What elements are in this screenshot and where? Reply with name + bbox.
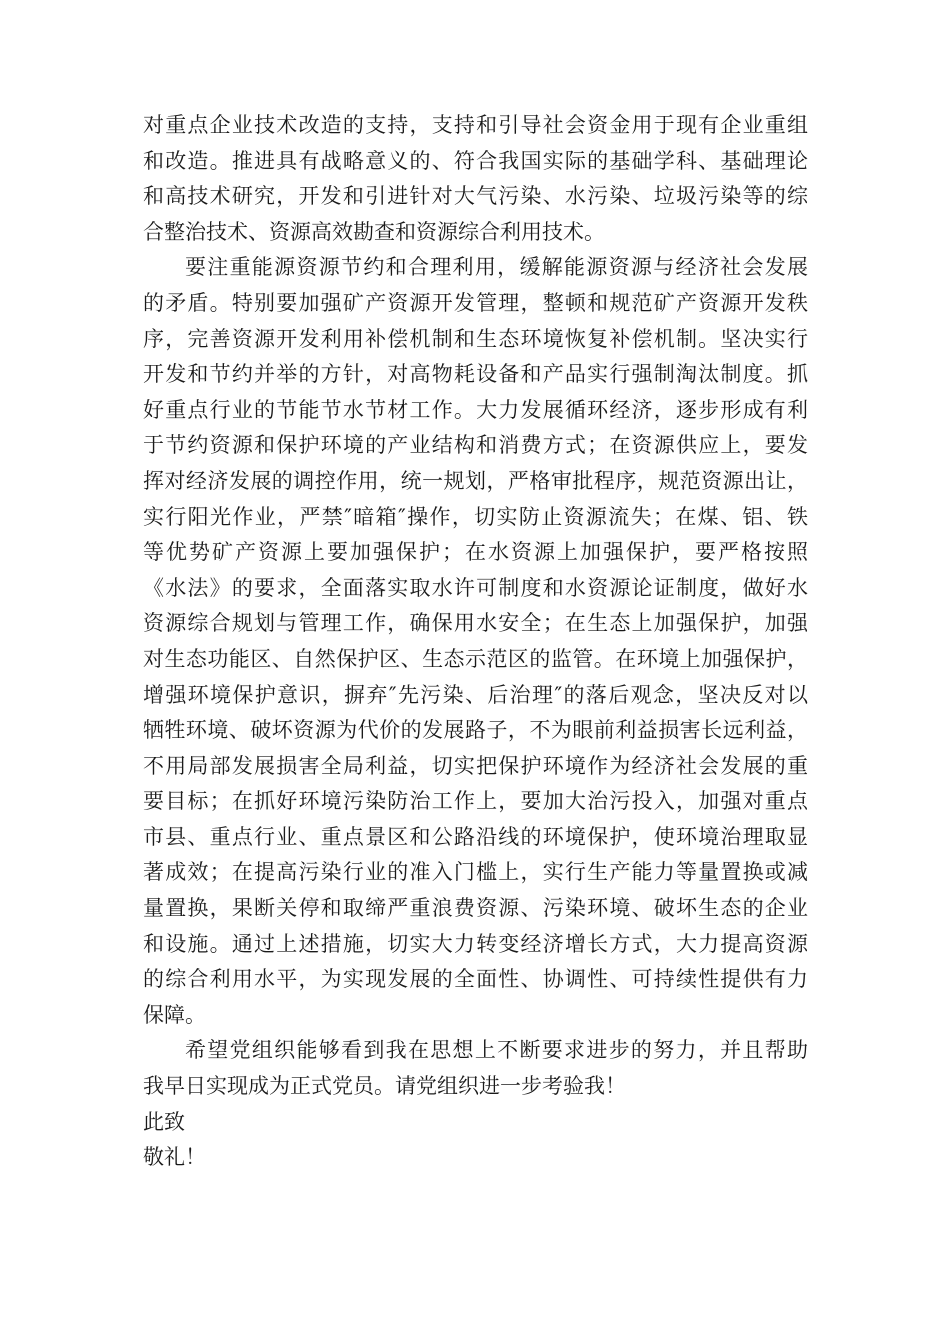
text-line: 对重点企业技术改造的支持，支持和引导社会资金用于现有企业重组	[143, 113, 808, 137]
text-line: 于节约资源和保护环境的产业结构和消费方式；在资源供应上，要发	[143, 433, 808, 458]
text-line: 要目标；在抓好环境污染防治工作上，要加大治污投入，加强对重点	[143, 789, 808, 814]
paragraph-1	[143, 108, 808, 250]
text-line: 市县、重点行业、重点景区和公路沿线的环境保护，使环境治理取显	[143, 824, 808, 849]
text-line: 合整治技术、资源高效勘查和资源综合利用技术。	[143, 219, 605, 244]
text-line: 的综合利用水平，为实现发展的全面性、协调性、可持续性提供有力	[143, 967, 808, 992]
text-line: 牺牲环境、破坏资源为代价的发展路子，不为眼前利益损害长远利益，	[143, 718, 808, 743]
text-line: 要注重能源资源节约和合理利用，缓解能源资源与经济社会发展	[185, 255, 808, 280]
text-line: 好重点行业的节能节水节材工作。大力发展循环经济，逐步形成有利	[143, 397, 808, 422]
text-line: 和改造。推进具有战略意义的、符合我国实际的基础学科、基础理论	[143, 148, 808, 173]
text-line: 《水法》的要求，全面落实取水许可制度和水资源论证制度，做好水	[143, 575, 808, 600]
text-line: 希望党组织能够看到我在思想上不断要求进步的努力，并且帮助	[185, 1038, 808, 1063]
text-line: 序，完善资源开发利用补偿机制和生态环境恢复补偿机制。坚决实行	[143, 326, 808, 351]
paragraph-3	[143, 1033, 808, 1104]
text-line: 挥对经济发展的调控作用，统一规划，严格审批程序，规范资源出让，	[143, 468, 808, 493]
closing-greeting: 此致	[143, 1109, 185, 1134]
closing-salute: 敬礼！	[143, 1145, 206, 1170]
text-line: 不用局部发展损害全局利益，切实把保护环境作为经济社会发展的重	[143, 753, 808, 778]
text-line: 增强环境保护意识，摒弃″先污染、后治理″的落后观念，坚决反对以	[143, 682, 808, 707]
text-line: 我早日实现成为正式党员。请党组织进一步考验我！	[143, 1074, 626, 1099]
text-line: 和设施。通过上述措施，切实大力转变经济增长方式，大力提高资源	[143, 931, 808, 956]
text-line: 开发和节约并举的方针，对高物耗设备和产品实行强制淘汰制度。抓	[143, 362, 808, 387]
letter-body	[143, 108, 808, 1176]
text-line: 保障。	[143, 1002, 206, 1027]
paragraph-2	[143, 250, 808, 1033]
text-line: 量置换，果断关停和取缔严重浪费资源、污染环境、破坏生态的企业	[143, 896, 808, 921]
text-line: 的矛盾。特别要加强矿产资源开发管理，整顿和规范矿产资源开发秩	[143, 290, 808, 315]
text-line: 实行阳光作业，严禁″暗箱″操作，切实防止资源流失；在煤、铝、铁	[143, 504, 808, 529]
text-line: 和高技术研究，开发和引进针对大气污染、水污染、垃圾污染等的综	[143, 184, 808, 209]
text-line: 等优势矿产资源上要加强保护；在水资源上加强保护，要严格按照	[143, 540, 808, 565]
text-line: 对生态功能区、自然保护区、生态示范区的监管。在环境上加强保护，	[143, 646, 808, 671]
text-line: 资源综合规划与管理工作，确保用水安全；在生态上加强保护，加强	[143, 611, 808, 636]
text-line: 著成效；在提高污染行业的准入门槛上，实行生产能力等量置换或减	[143, 860, 808, 885]
